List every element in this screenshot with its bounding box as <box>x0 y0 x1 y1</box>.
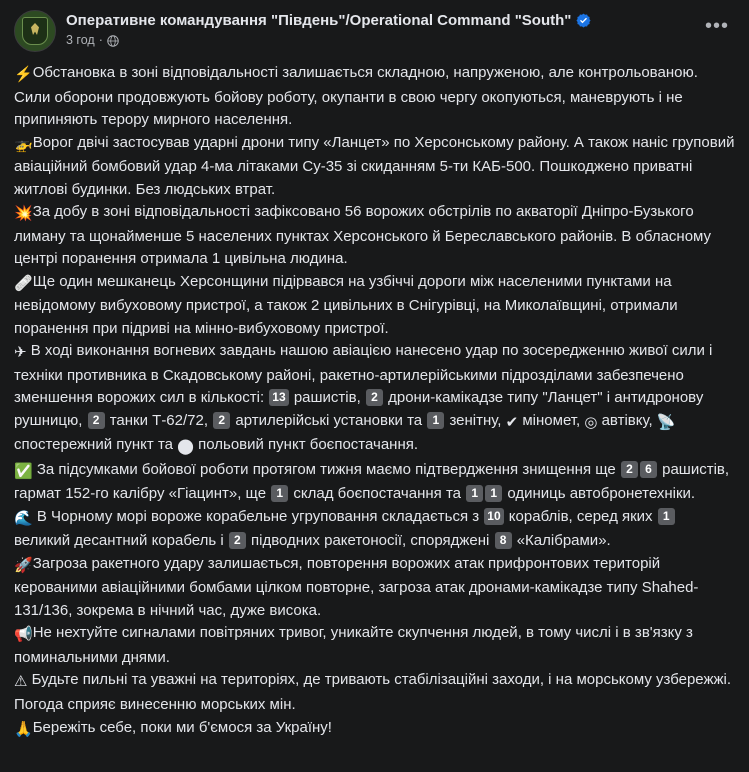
globe-icon[interactable] <box>107 35 119 47</box>
count-badge: 8 <box>495 532 512 549</box>
post-paragraph: 🚁Ворог двічі застосував ударні дрони типу «Ланцет» по Херсонському району. А також наніс груповий авіаційний бомбовий удар 4-ма літаками Су-35 зі скиданням 5-ти КАБ-500. Пошкоджено приватні житлові будинки. Без людських втрат. <box>14 133 735 198</box>
page-emblem-icon <box>22 17 48 45</box>
target-emoji: ◎ <box>584 413 598 431</box>
verified-badge-icon <box>576 13 591 28</box>
count-badge: 2 <box>213 412 230 429</box>
count-badge: 10 <box>484 508 503 525</box>
meta-separator: · <box>98 33 103 47</box>
airplane-emoji: ✈ <box>14 344 27 361</box>
bandage-emoji: 🩹 <box>14 274 33 292</box>
page-name[interactable]: Оперативне командування "Південь"/Operational Command "South" <box>66 12 572 29</box>
count-badge: 1 <box>485 485 502 502</box>
post-paragraph: 🚀Загроза ракетного удару залишається, повторення ворожих атак прифронтових територій керованими авіаційними бомбами цілком повторне, загроза атак дронами-камікадзе типу Shahed-131/136, зокрема в нічний час, дуже висока. <box>14 554 699 619</box>
count-badge: 1 <box>271 485 288 502</box>
count-badge: 1 <box>658 508 675 525</box>
post-paragraph: ⚠ Будьте пильні та уважні на територіях, де тривають стабілізаційні заходи, і на морському узбережжі. Погода сприяє винесенню морських мін. <box>14 671 732 713</box>
rocket-emoji: 🚀 <box>14 556 33 574</box>
count-badge: 1 <box>427 412 444 429</box>
check-mark-emoji: ✔ <box>505 413 519 431</box>
folded-hands-emoji: 🙏 <box>14 721 33 738</box>
count-badge: 2 <box>229 532 246 549</box>
post-paragraph: ✈ В ході виконання вогневих завдань нашою авіацією нанесено удар по зосередженню живої сили і техніки противника в Скадовському районі, ракетно-артилерійськими підрозділами забезпечено зменшення ворожих сил в кількості: 13 рашистів, 2 дрони-камікадзе типу "Ланцет" і антидронову рушницю, 2 танки Т-62/72, 2 артилерійські установки та 1 зенітну, ✔ міномет, ◎ автівку, 📡спостережний пункт та ⬤ польовий пункт боєпостачання. <box>14 340 735 459</box>
page-name-row <box>66 11 735 30</box>
avatar[interactable] <box>14 10 56 52</box>
post-paragraph: ✅ За підсумками бойової роботи протягом тижня маємо підтвердження знищення ще 2 6 рашистів, гармат 152-го калібру «Гіацинт», ще 1 склад боєпостачання та 1 1 одиниць автобронетехніки. <box>14 460 730 502</box>
post-paragraph: 🙏Бережіть себе, поки ми б'ємося за Україну! <box>14 717 735 742</box>
count-badge: 6 <box>640 461 657 478</box>
count-badge: 13 <box>269 389 288 406</box>
explosion-emoji: 💥 <box>14 205 33 222</box>
count-badge: 1 <box>466 485 483 502</box>
count-badge: 2 <box>621 461 638 478</box>
post-paragraph: 📢Не нехтуйте сигналами повітряних тривог, уникайте скупчення людей, в тому числі і в зв'язку з поминальними днями. <box>14 624 693 666</box>
post-menu-button[interactable]: ••• <box>704 15 729 37</box>
wave-emoji: 🌊 <box>14 509 33 527</box>
post-meta <box>66 33 735 48</box>
count-badge: 2 <box>366 389 383 406</box>
helicopter-emoji: 🚁 <box>14 135 33 153</box>
post-paragraph: ⚡Обстановка в зоні відповідальності залишається складною, напруженою, але контрольованою. Сили оборони продовжують бойову роботу, окупанти в свою чергу окопуються, маневрують і не припиняють терору мирного населення. <box>14 64 698 128</box>
post-paragraph: 💥За добу в зоні відповідальності зафіксовано 56 ворожих обстрілів по акваторії Дніпро-Бузького лиману та щонайменше 5 населених пунктах Херсонського й Береславського районів. В обласному центрі поранення отримала 1 цивільна людина. <box>14 203 712 267</box>
post-paragraph: 🩹Ще один мешканець Херсонщини підірвався на узбіччі дороги між населеними пунктами на невідомому вибуховому пристрої, а також 2 цивільних в Снігурівці, на Миколаївщині, отримали поранення при підриві на мінно-вибуховому пристрої. <box>14 272 678 337</box>
post-paragraph: 🌊 В Чорному морі вороже корабельне угруповання складається з 10 кораблів, серед яких 1 великий десантний корабель і 2 підводних ракетоносії, споряджені 8 «Калібрами». <box>14 506 735 553</box>
post-header <box>14 10 735 52</box>
dot-emoji: ⬤ <box>177 438 194 455</box>
check-button-emoji: ✅ <box>14 462 33 480</box>
satellite-antenna-emoji: 📡 <box>656 413 676 431</box>
count-badge: 2 <box>88 412 105 429</box>
high-voltage-emoji: ⚡ <box>14 66 33 83</box>
post-timestamp[interactable]: 3 год <box>66 33 95 47</box>
warning-emoji: ⚠ <box>14 673 28 690</box>
post-body <box>14 62 735 742</box>
loudspeaker-emoji: 📢 <box>14 626 33 643</box>
post-header-text <box>66 10 735 48</box>
